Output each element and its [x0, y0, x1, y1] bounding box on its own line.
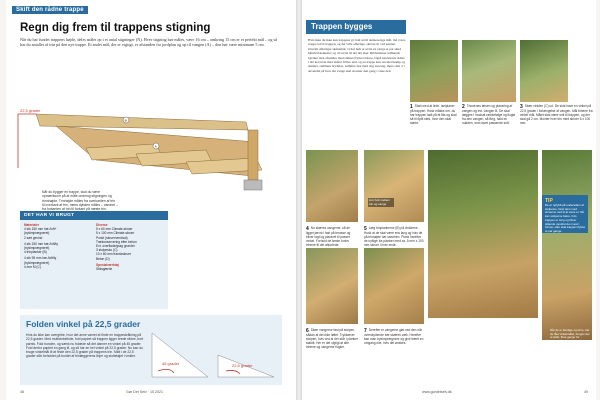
step-photo-7 — [364, 248, 424, 324]
materials-line: 4 stk 95 mm hæ./loft/ty — [24, 256, 57, 261]
step-photo-4 — [306, 150, 358, 222]
materials-line: 10 x 60 mm franskskruer — [96, 252, 132, 257]
fold-text: Hvis du ikke kan overgribe, hvor det anne vanret at finde en trappeskrålning på 22,5 grader. Med multivinkelfolie, fold papiret så trappen ligger brede rådne, bort parnis. Fold bunden, og sænk nu foldede så det danner en vinkel på 45 grader. Fold derfor papiret en gang til, og så har en hel vinkel på 22,5 grader. Nu kan du bruge vinkelmål til at finde den 22,5 grader på trappens trin. Midt i de 22,5 grader står forholdet på bordet af trinlæggerens linjer og stoltetøjet i vinkler. — [26, 333, 144, 359]
step-photo-2 — [462, 40, 516, 102]
step-photo-6 — [306, 248, 358, 324]
step-caption-6: 6 Skær vangerne fast på stolpen, sådan at det ikke løfter. Trykkæver stolpen, hvis ved at der står i planker stabilt. Her er det vigtigt at alle trinene og vangerne flugter. — [306, 328, 358, 350]
finished-stairs-photo — [542, 150, 592, 340]
tip-text: De er opfyldt på undersiden af stolperne, fæst dem med skruerne ned til at være et. Så kan stolperne bære, hvis trappen er tung og bliver stående vandret der mest i trinnet, eller skal trappen flyttes et par gange. — [545, 203, 586, 233]
materials-group-title: Specialværktøj — [96, 262, 119, 267]
left-page — [6, 0, 296, 400]
step-caption-1: 1 Start med at lirde. Iselplaner på trappen. Husk måske om, du har trappen ladt på at fås og skal så til flydt sted, hvor den skal starte. — [410, 104, 457, 126]
materials-line: 4 stk 150 mm hæ./loft+ — [24, 227, 57, 232]
materials-line: Punkt (skruer/ventrad) — [96, 235, 128, 240]
post-base — [244, 180, 262, 190]
tip-box — [542, 195, 588, 233]
materials-line: (trykimprægneret) — [24, 231, 50, 236]
dimension-label: 22,5 grader — [20, 108, 41, 113]
intro-paragraph: Når du har fundet trappens højde, deles målet op i et antal stigninger (N). Hver stigning bør måles, være 16 cm – omkring 15 cm er et perfekt mål – og så har du antallet af trin på den nye trappe. Et andet mål, der er vigtigt, er afstanden fra jordplan og op til vangen (A) – den bør være minimum 5 cm. — [20, 37, 277, 48]
materials-line: Evt. overflade/grøg grunder — [96, 244, 135, 249]
step-caption-5: 5 Læg trinplankerne (B) på vinklerne. Husk at de skal være ens lang og hvis de på trinhøjde har sammen. Plank herefter de nyttige fra planker med ca. 5 mm x 100 mm skruer i hver ende. — [364, 226, 424, 248]
step-caption-2: 2 Trinnenes læsen og placering af vangen og evt. vangen B. De skal lægges i modsat rækkefølge og flugte fra den vangen, så Beg, hald en ruladen, som lavet passende sidt. — [462, 104, 516, 126]
materials-line: 2 sæt gevind — [24, 235, 43, 240]
step-caption-4: 4 Nu skæres vangerne, så de ligger jævnt i fast på terasse og bliver lagt og placeret til passer vinkel. Forhold de første fortov trinene til det afkortede. — [306, 226, 351, 248]
materials-box-title: DET HAR VI BRUGT — [20, 211, 168, 220]
label-225: 22,5 grader — [232, 363, 253, 368]
materials-line: Trækonservering efter behov — [96, 239, 137, 244]
step-photo-1 — [410, 40, 458, 102]
tip-text-2: Når de er færdige og tørre, har de fået vinkelmålet, bruges det et sidst, flere gange for stabilitet. Sæt et stilladsrøret sammen med stativet. — [550, 328, 590, 347]
step-caption-3: 3 Skær vinklen (C) ud. De skal have en vinkel på 22,5 grader i forlængelse af vangen. Mål trinene fra vinkel mål. Målet skal være snit til trappen, og der skal gå 2 cm. Monter hver trin med skruer 6 x 100 mm. — [520, 104, 593, 126]
materials-column-2 — [96, 223, 164, 271]
step-caption-7: 7 Derefter er vangerne glat ved den når overskydende træ skæres væk. Herefter kan man trykimprægnere og give træet en omgang olie, hvis det ønskes. — [364, 328, 424, 346]
section-title: Trappen bygges — [306, 20, 406, 34]
page-headline: Regn dig frem til trappens stigning — [20, 22, 211, 34]
stair-diagram — [16, 86, 288, 198]
materials-line: Beton (D) — [96, 256, 110, 261]
fold-diagram — [148, 327, 278, 381]
label-45: 45 grader — [162, 361, 180, 366]
materials-group-title: Materialer — [24, 223, 40, 227]
tip-title: TIP — [545, 198, 553, 204]
materials-column-1 — [24, 223, 92, 271]
fold-angle-box — [20, 315, 282, 385]
step-photo-5 — [364, 150, 424, 222]
post — [248, 130, 258, 180]
materials-line: 4 trinplanker (B) — [24, 250, 47, 255]
section-tag: Skift den rådne trappe — [12, 6, 88, 14]
tip-box-2 — [548, 327, 592, 359]
diagram-caption: Når du bygger en trappe, skal du være opmærksom på at måle omkring stigningen og trinnhøjde. Trinhøjde måles fra overkanten af trin til overkant af trin, mens dybden måles – vandret – fra forkanten af trin til forkant på næste trin. — [42, 190, 118, 212]
materials-line: Stiksgærde — [96, 267, 113, 272]
materials-line: (trykimprægneret) — [24, 246, 50, 251]
fold-title: Folden vinkel på 22,5 grader — [26, 319, 141, 329]
callout-b: B — [124, 118, 127, 123]
materials-line: (trykimprægneret) — [24, 260, 50, 265]
magazine-issue: Gør Det Selv · 15 2021 — [126, 390, 163, 394]
materials-line: 4 mm M (C) — [24, 264, 41, 269]
right-page — [302, 0, 596, 400]
materials-line: 5 x 60 mm Climate-skruer — [96, 227, 133, 232]
photo-label: Lim holt mellem trin og vange — [368, 198, 394, 207]
materials-line: 4 stk 150 mm hæ./loft/ty — [24, 241, 59, 246]
materials-box — [20, 211, 168, 309]
materials-line: 3 stolpesko (C) — [96, 248, 118, 253]
website-url: www.gordetselv.dk — [422, 390, 452, 394]
callout-a: A — [154, 144, 157, 149]
materials-line: 5 x 100 mm Climate-skruer — [96, 231, 135, 236]
section-intro: Hvis ikke du ikke kan trappens gl. halt ud til skånere/øge mål, må vores trappe ud til trappen, og det ville afhænge, skæres til ved kanten. Overall afhænger skånemul, vi har haft at sætte en vange et par skud håndværksmester og vil sætte til det der sker. Ribbeskruer udhulede bjælker skal afrundes med snitnet flyttet tættere. Også kantelerne sidste i det krævede med skåret fælles ned, og en trappe kan ses med kamp og skinner, sammen brydelse, sømmet fast med dog støvsug, men i den 2 i anvendte på hver sin vange skal stormer den gang i vane den. — [308, 38, 406, 73]
page-number: 48 — [20, 390, 24, 394]
page-number: 49 — [584, 390, 588, 394]
step-photo-3 — [520, 40, 568, 102]
materials-group-title: Diverse — [96, 223, 108, 227]
main-photo — [428, 150, 538, 318]
